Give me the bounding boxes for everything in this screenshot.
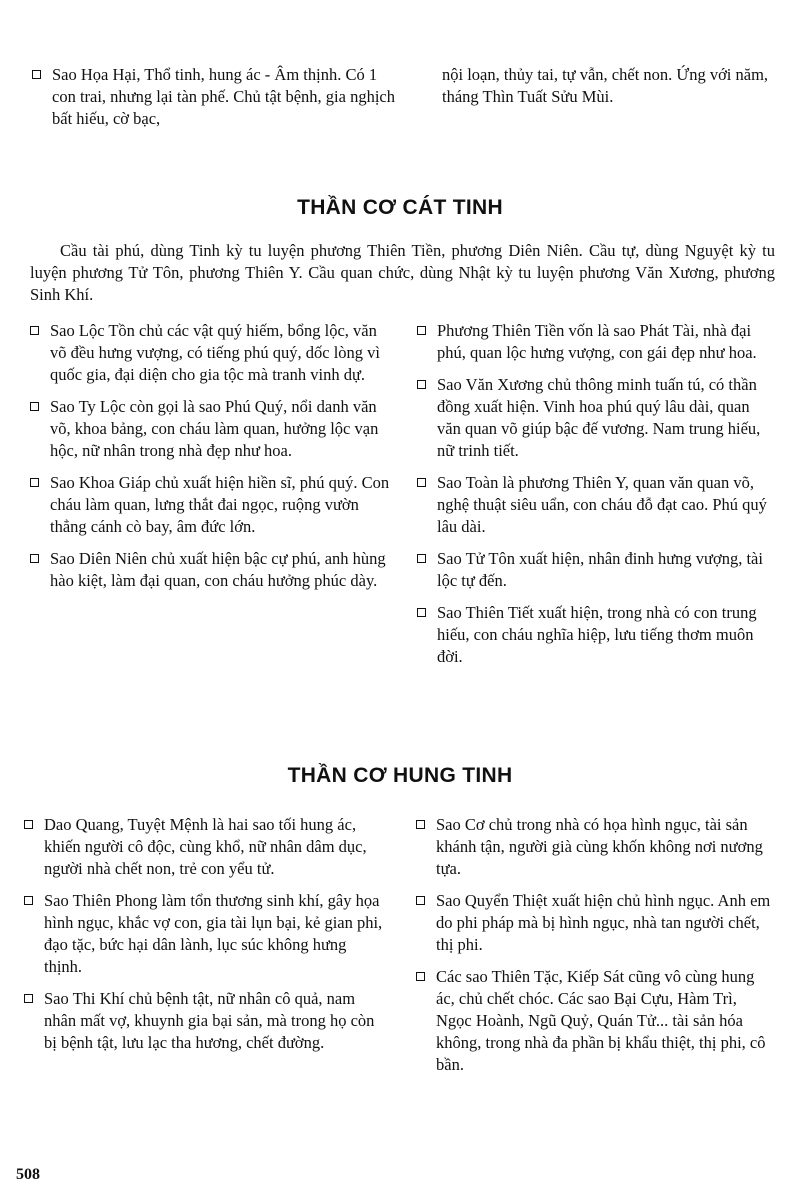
list-item [30,320,390,386]
checkbox-square-icon [32,70,41,79]
section-intro: Cầu tài phú, dùng Tinh kỳ tu luyện phương Thiên Tiền, phương Diên Niên. Cầu tự, dùng Nguyệt kỳ tu luyện phương Tử Tôn, phương Thiên Y. Cầu quan chức, dùng Nhật kỳ tu luyện phương Văn Xương, phương Sinh Khí. [30,241,775,304]
hung-tinh-columns [24,814,774,1086]
list-item-text: Sao Ty Lộc còn gọi là sao Phú Quý, nổi danh văn võ, khoa bảng, con cháu làm quan, hưởng lộc vạn hộc, nữ nhân trong nhà đẹp như hoa. [50,397,379,460]
cat-tinh-right-column [417,320,775,678]
checkbox-square-icon [24,896,33,905]
list-item [24,988,386,1054]
list-item [24,814,386,880]
list-item [417,472,775,538]
top-columns [32,64,772,140]
list-item [417,548,775,592]
checkbox-square-icon [30,402,39,411]
checkbox-square-icon [30,554,39,563]
top-right-column [442,64,772,140]
checkbox-square-icon [417,478,426,487]
list-item [416,890,774,956]
cat-tinh-columns [30,320,775,678]
list-item-text: Sao Lộc Tồn chủ các vật quý hiếm, bổng lộc, văn võ đều hưng vượng, có tiếng phú quý, dốc lòng vì quốc gia, đại diện cho gia tộc mà tranh vinh dự. [50,321,380,384]
continuation-text: nội loạn, thủy tai, tự vẫn, chết non. Ứng với năm, tháng Thìn Tuất Sửu Mùi. [442,65,769,106]
list-item [417,602,775,668]
checkbox-square-icon [30,326,39,335]
checkbox-square-icon [417,554,426,563]
list-item-text: Dao Quang, Tuyệt Mệnh là hai sao tối hung ác, khiến người cô độc, cùng khổ, nữ nhân dâm dục, người nhà chết non, trẻ con yểu tử. [44,815,367,878]
checkbox-square-icon [24,994,33,1003]
page-number: 508 [16,1166,40,1183]
checkbox-square-icon [30,478,39,487]
list-item-text: Sao Họa Hại, Thổ tinh, hung ác - Âm thịnh. Có 1 con trai, nhưng lại tàn phế. Chủ tật bệnh, gia nghịch bất hiếu, cờ bạc, [52,65,395,128]
list-item [30,548,390,592]
list-item-text: Phương Thiên Tiền vốn là sao Phát Tài, nhà đại phú, quan lộc hưng vượng, con gái đẹp như hoa. [437,321,757,362]
list-item [416,966,774,1076]
checkbox-square-icon [416,820,425,829]
list-item-text: Sao Tử Tôn xuất hiện, nhân đinh hưng vượng, tài lộc tự đến. [437,549,763,590]
hung-tinh-right-column [416,814,774,1086]
checkbox-square-icon [417,326,426,335]
section-heading-hung-tinh: THẦN CƠ HUNG TINH [287,764,513,787]
cat-tinh-left-column [30,320,390,678]
list-item-text: Sao Thiên Tiết xuất hiện, trong nhà có con trung hiếu, con cháu nghĩa hiệp, lưu tiếng thơm muôn đời. [437,603,757,666]
checkbox-square-icon [416,896,425,905]
list-item-text: Sao Thiên Phong làm tổn thương sinh khí, gây họa hình ngục, khắc vợ con, gia tài lụn bại, kẻ gian phi, đạo tặc, bức hại dân lành, lục súc không hưng thịnh. [44,891,383,976]
list-item [416,814,774,880]
list-item [417,374,775,462]
checkbox-square-icon [24,820,33,829]
list-item-text: Sao Văn Xương chủ thông minh tuấn tú, có thần đồng xuất hiện. Vinh hoa phú quý lâu dài, quan văn quan võ giúp bậc đế vương. Nam trung hiếu, nữ trinh tiết. [437,375,761,460]
list-item-text: Sao Quyển Thiệt xuất hiện chủ hình ngục. Anh em do phi pháp mà bị hình ngục, nhà tan người chết, thị phi. [436,891,771,954]
list-item-text: Sao Diên Niên chủ xuất hiện bậc cự phú, anh hùng hào kiệt, làm đại quan, con cháu hưởng phúc dày. [50,549,386,590]
list-item-text: Sao Thi Khí chủ bệnh tật, nữ nhân cô quả, nam nhân mất vợ, khuynh gia bại sản, mà trong họ còn bị bệnh tật, lưu lạc tha hương, chết đường. [44,989,375,1052]
list-item-text: Các sao Thiên Tặc, Kiếp Sát cũng vô cùng hung ác, chủ chết chóc. Các sao Bại Cựu, Hàm Trì, Ngọc Hoành, Ngũ Quỷ, Quán Tử... tài sản hóa không, trong nhà đa phần bị khẩu thiệt, thị phi, cô bần. [436,967,766,1074]
top-left-column [32,64,398,140]
list-item [32,64,398,130]
list-item-text: Sao Toàn là phương Thiên Y, quan văn quan võ, nghệ thuật siêu uẩn, con cháu đỗ đạt cao. Phú quý lâu dài. [437,473,767,536]
checkbox-square-icon [417,380,426,389]
list-item [24,890,386,978]
checkbox-square-icon [417,608,426,617]
list-item [30,472,390,538]
hung-tinh-left-column [24,814,386,1086]
list-item [417,320,775,364]
list-item-text: Sao Cơ chủ trong nhà có họa hình ngục, tài sản khánh tận, người già cùng khốn không nơi nương tựa. [436,815,763,878]
section-heading-cat-tinh: THẦN CƠ CÁT TINH [297,196,503,219]
checkbox-square-icon [416,972,425,981]
list-item-text: Sao Khoa Giáp chủ xuất hiện hiền sĩ, phú quý. Con cháu làm quan, lưng thắt đai ngọc, ruộng vườn thẳng cánh cò bay, âm đức lớn. [50,473,390,536]
list-item [30,396,390,462]
